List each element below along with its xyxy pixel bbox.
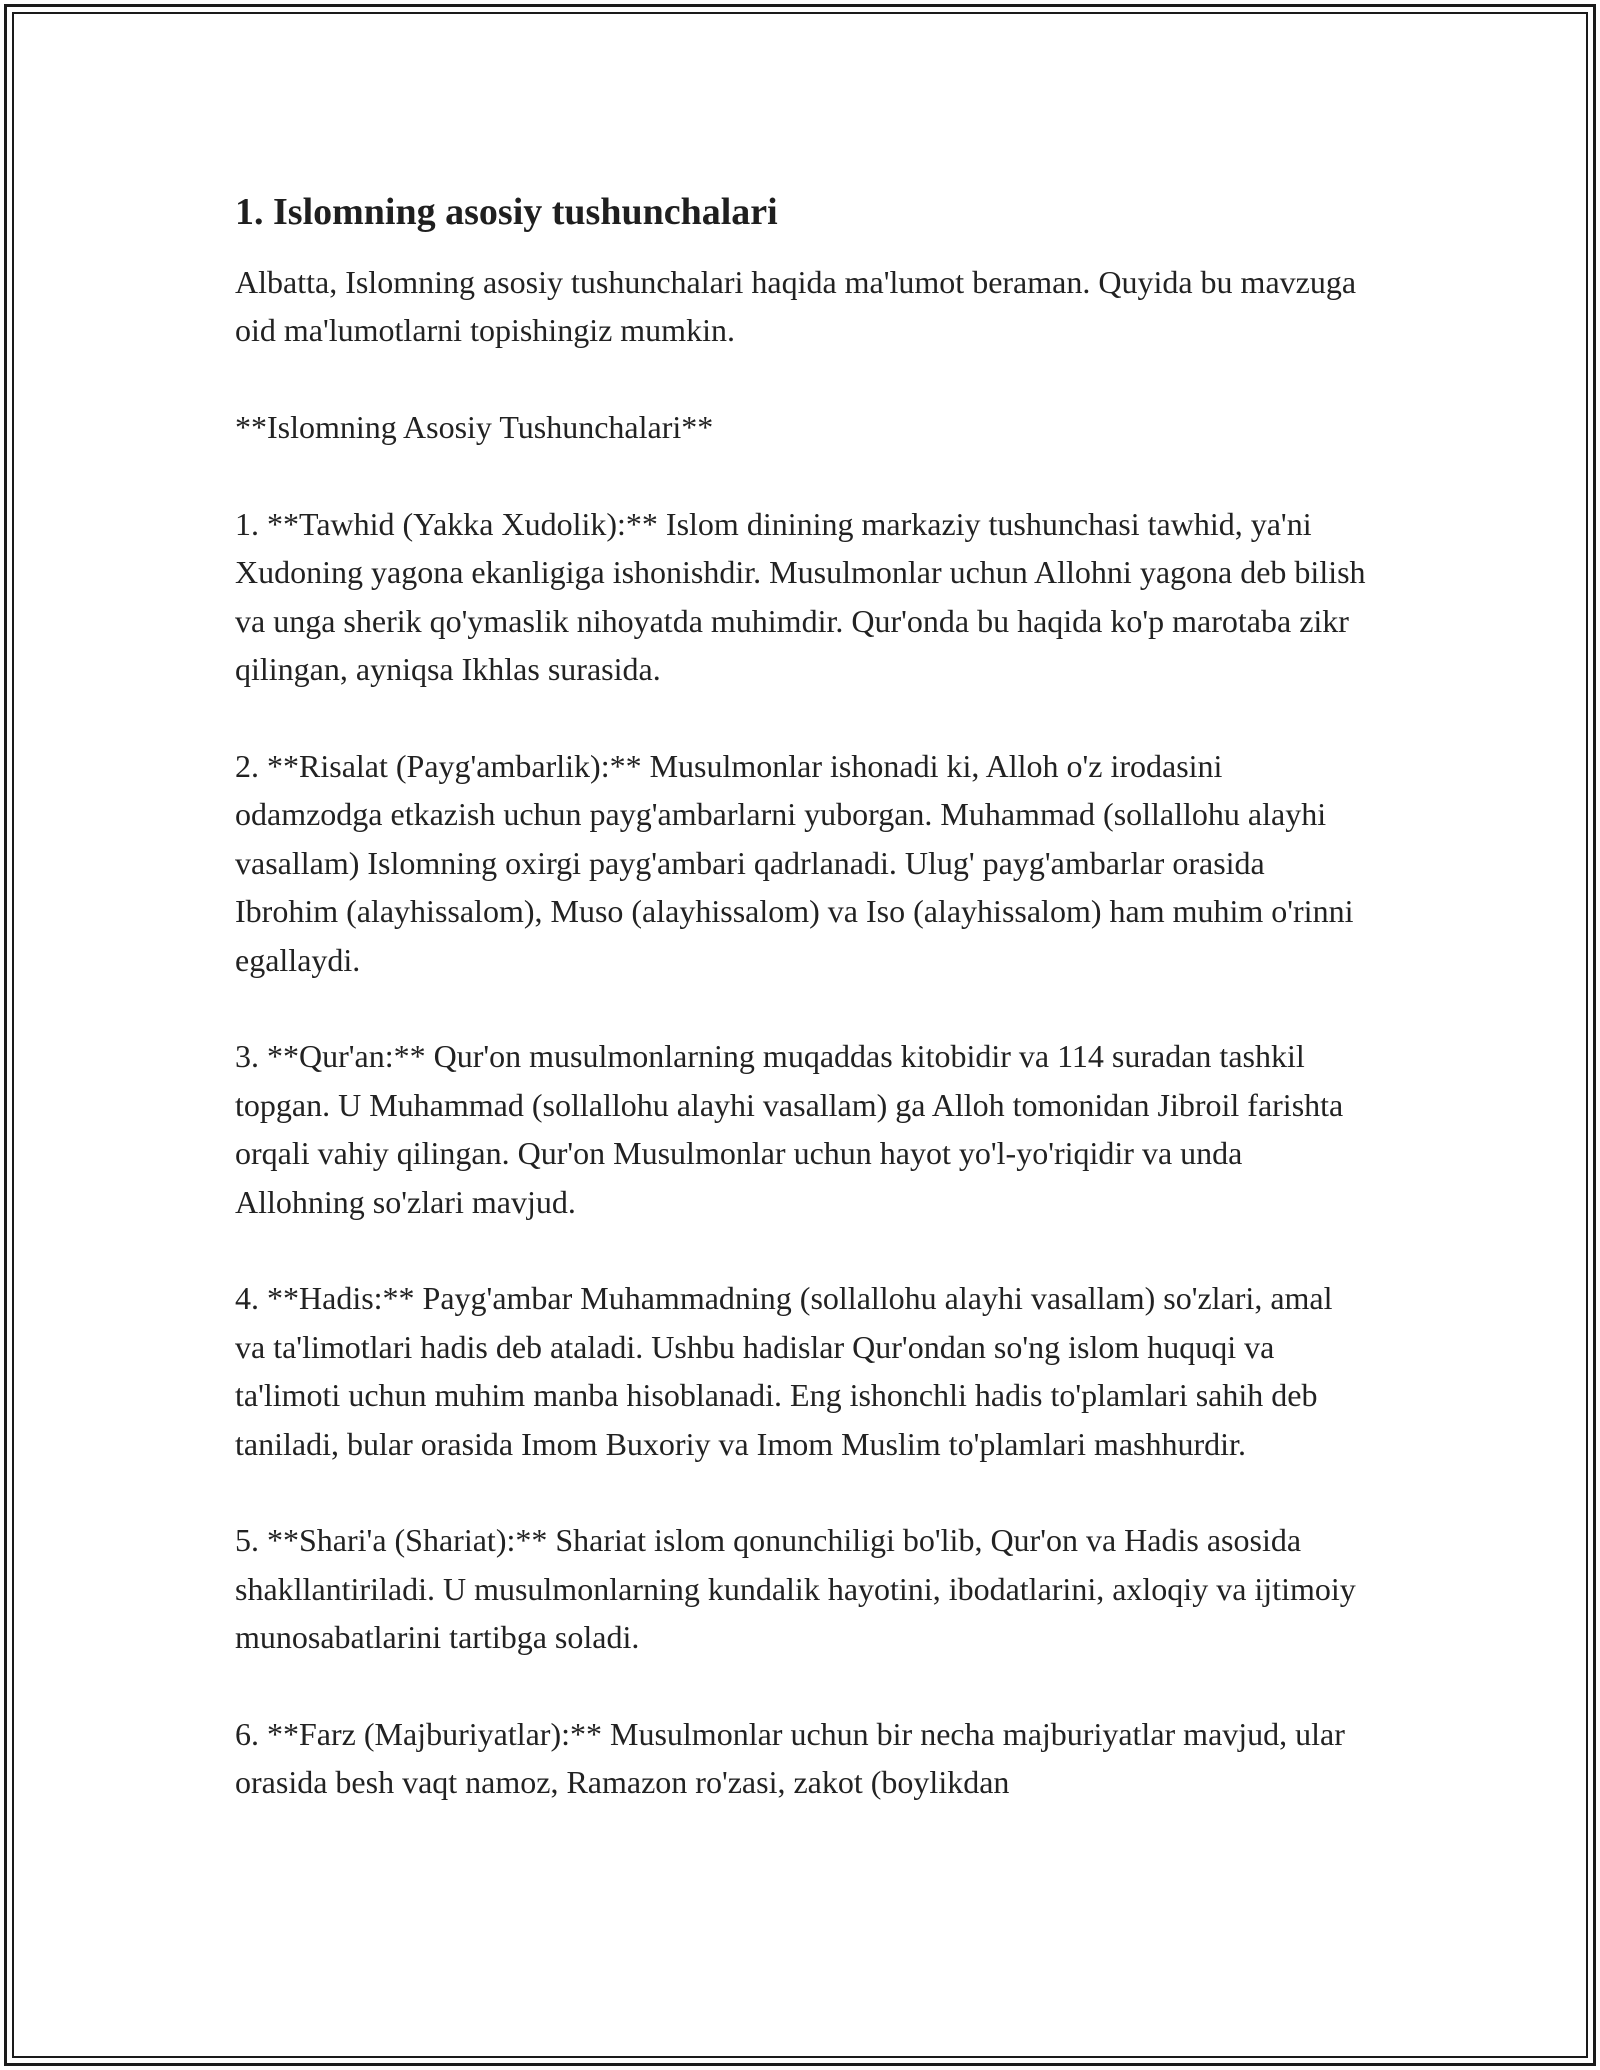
paragraph-subtitle: **Islomning Asosiy Tushunchalari** <box>235 409 714 446</box>
paragraph-hadis: 4. **Hadis:** Payg'ambar Muhammadning (sollallohu alayhi vasallam) so'zlari, amal va ta'limotlari hadis deb ataladi. Ushbu hadislar Qur'ondan so'ng islom huquqi va ta'limoti uchun muhim manba hisoblanadi. Eng ishonchli hadis to'plamlari sahih deb taniladi, bular orasida Imom Buxoriy va Imom Muslim to'plamlari mashhurdir. <box>235 1280 1333 1462</box>
paragraph-intro: Albatta, Islomning asosiy tushunchalari haqida ma'lumot beraman. Quyida bu mavzuga oid ma'lumotlarni topishingiz mumkin. <box>235 264 1357 349</box>
paragraph-farz: 6. **Farz (Majburiyatlar):** Musulmonlar uchun bir necha majburiyatlar mavjud, ular orasida besh vaqt namoz, Ramazon ro'zasi, zakot (boylikdan <box>235 1716 1345 1801</box>
document-body <box>235 188 1370 1855</box>
paragraph-quran: 3. **Qur'an:** Qur'on musulmonlarning muqaddas kitobidir va 114 suradan tashkil topgan. U Muhammad (sollallohu alayhi vasallam) ga Alloh tomonidan Jibroil farishta orqali vahiy qilingan. Qur'on Musulmonlar uchun hayot yo'l-yo'riqidir va unda Allohning so'zlari mavjud. <box>235 1038 1344 1220</box>
paragraph-risalat: 2. **Risalat (Payg'ambarlik):** Musulmonlar ishonadi ki, Alloh o'z irodasini odamzodga etkazish uchun payg'ambarlarni yuborgan. Muhammad (sollallohu alayhi vasallam) Islomning oxirgi payg'ambari qadrlanadi. Ulug' payg'ambarlar orasida Ibrohim (alayhissalom), Muso (alayhissalom) va Iso (alayhissalom) ham muhim o'rinni egallaydi. <box>235 748 1354 978</box>
paragraph-sharia: 5. **Shari'a (Shariat):** Shariat islom qonunchiligi bo'lib, Qur'on va Hadis asosida shakllantiriladi. U musulmonlarning kundalik hayotini, ibodatlarini, axloqiy va ijtimoiy munosabatlarini tartibga soladi. <box>235 1522 1356 1656</box>
document-heading: 1. Islomning asosiy tushunchalari <box>235 191 778 233</box>
paragraph-tawhid: 1. **Tawhid (Yakka Xudolik):** Islom dinining markaziy tushunchasi tawhid, ya'ni Xudoning yagona ekanligiga ishonishdir. Musulmonlar uchun Allohni yagona deb bilish va unga sherik qo'ymaslik nihoyatda muhimdir. Qur'onda bu haqida ko'p marotaba zikr qilingan, ayniqsa Ikhlas surasida. <box>235 506 1366 688</box>
